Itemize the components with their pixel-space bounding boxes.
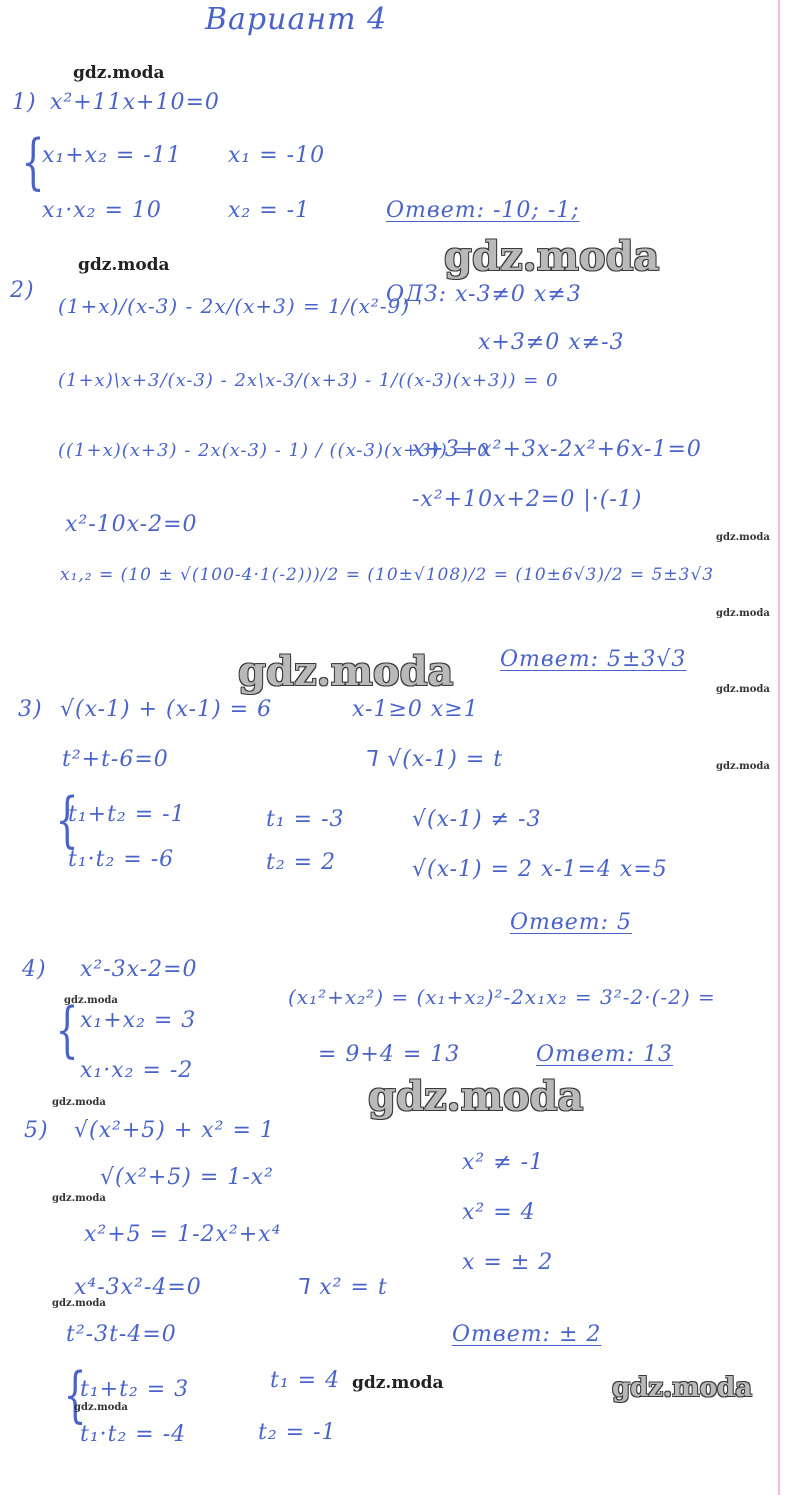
watermark: gdz.moda [64, 995, 118, 1006]
problem-3-check-2: √(x-1) = 2 x-1=4 x=5 [412, 857, 668, 882]
problem-3-substitution: ⅂ √(x-1) = t [366, 747, 504, 772]
problem-5-root-1: t₁ = 4 [270, 1368, 341, 1393]
problem-5-answer: Ответ: ± 2 [452, 1322, 602, 1347]
problem-1-number: 1) [12, 90, 37, 115]
problem-5-substitution: ⅂ x² = t [298, 1275, 388, 1300]
problem-4-equation: x²-3x-2=0 [80, 957, 198, 982]
watermark: gdz.moda [238, 648, 454, 695]
problem-5-equation: √(x²+5) + x² = 1 [74, 1118, 275, 1143]
problem-1-root-1: x₁ = -10 [228, 143, 326, 168]
problem-2-equation: (1+x)/(x-3) - 2x/(x+3) = 1/(x²-9) [58, 294, 411, 318]
problem-3-root-2: t₂ = 2 [266, 850, 337, 875]
problem-5-t-equation: t²-3t-4=0 [66, 1322, 177, 1347]
watermark: gdz.moda [716, 532, 770, 543]
system-brace: { [55, 785, 79, 855]
problem-4-result: = 9+4 = 13 [318, 1042, 461, 1067]
system-brace: { [63, 1360, 87, 1430]
problem-2-number: 2) [10, 278, 35, 303]
watermark: gdz.moda [716, 761, 770, 772]
problem-5-squared: x²+5 = 1-2x²+x⁴ [84, 1222, 282, 1247]
problem-5-check-1: x² ≠ -1 [462, 1150, 545, 1175]
problem-2-combined-fraction: ((1+x)(x+3) - 2x(x-3) - 1) / ((x-3)(x+3)) = 0 [58, 440, 490, 461]
watermark: gdz.moda [368, 1073, 584, 1120]
problem-1-equation: x²+11x+10=0 [50, 90, 220, 115]
watermark: gdz.moda [352, 1373, 444, 1393]
system-brace: { [21, 127, 45, 197]
problem-5-solution-x: x = ± 2 [462, 1250, 554, 1275]
watermark: gdz.moda [716, 684, 770, 695]
problem-4-number: 4) [22, 957, 47, 982]
problem-5-biquadratic: x⁴-3x²-4=0 [74, 1275, 202, 1300]
problem-2-numerator-expanded: x+3+x²+3x-2x²+6x-1=0 [412, 437, 702, 462]
problem-5-sum: t₁+t₂ = 3 [80, 1377, 190, 1402]
problem-5-isolated-root: √(x²+5) = 1-x² [100, 1165, 274, 1190]
problem-4-identity: (x₁²+x₂²) = (x₁+x₂)²-2x₁x₂ = 3²-2·(-2) = [288, 985, 716, 1009]
problem-2-quadratic: x²-10x-2=0 [65, 512, 198, 537]
problem-2-common-denominator: (1+x)\x+3/(x-3) - 2x\x-3/(x+3) - 1/((x-3)(x+3)) = 0 [58, 370, 559, 391]
watermark: gdz.moda [73, 63, 165, 83]
problem-4-answer: Ответ: 13 [536, 1042, 673, 1067]
watermark: gdz.moda [52, 1097, 106, 1108]
problem-1-product: x₁·x₂ = 10 [42, 198, 162, 223]
problem-3-number: 3) [18, 697, 43, 722]
watermark: gdz.moda [74, 1402, 128, 1413]
margin-line [778, 0, 780, 1495]
watermark: gdz.moda [716, 608, 770, 619]
problem-3-sum: t₁+t₂ = -1 [68, 802, 186, 827]
problem-5-check-2: x² = 4 [462, 1200, 536, 1225]
variant-title: Вариант 4 [205, 2, 388, 37]
problem-1-answer: Ответ: -10; -1; [386, 198, 580, 223]
problem-3-root-1: t₁ = -3 [266, 807, 345, 832]
problem-2-domain-2: x+3≠0 x≠-3 [478, 330, 625, 355]
problem-2-answer: Ответ: 5±3√3 [500, 647, 687, 672]
problem-5-product: t₁·t₂ = -4 [80, 1422, 187, 1447]
watermark: gdz.moda [444, 233, 660, 280]
problem-5-root-2: t₂ = -1 [258, 1420, 337, 1445]
problem-3-equation: √(x-1) + (x-1) = 6 [60, 697, 273, 722]
problem-3-domain: x-1≥0 x≥1 [352, 697, 479, 722]
watermark: gdz.moda [78, 255, 170, 275]
problem-1-sum: x₁+x₂ = -11 [42, 143, 182, 168]
problem-3-answer: Ответ: 5 [510, 910, 632, 935]
watermark: gdz.moda [52, 1298, 106, 1309]
problem-2-simplified: -x²+10x+2=0 |·(-1) [412, 487, 643, 512]
problem-3-product: t₁·t₂ = -6 [68, 847, 175, 872]
watermark: gdz.moda [612, 1373, 753, 1403]
problem-3-t-equation: t²+t-6=0 [62, 747, 169, 772]
system-brace: { [55, 995, 79, 1065]
problem-1-root-2: x₂ = -1 [228, 198, 311, 223]
problem-2-roots-formula: x₁,₂ = (10 ± √(100-4·1(-2)))/2 = (10±√108)/2 = (10±6√3)/2 = 5±3√3 [60, 565, 715, 585]
problem-4-sum: x₁+x₂ = 3 [80, 1008, 197, 1033]
problem-3-check-1: √(x-1) ≠ -3 [412, 807, 542, 832]
problem-2-domain-1: ОДЗ: x-3≠0 x≠3 [386, 282, 582, 307]
problem-4-product: x₁·x₂ = -2 [80, 1058, 194, 1083]
problem-5-number: 5) [24, 1118, 49, 1143]
watermark: gdz.moda [52, 1193, 106, 1204]
